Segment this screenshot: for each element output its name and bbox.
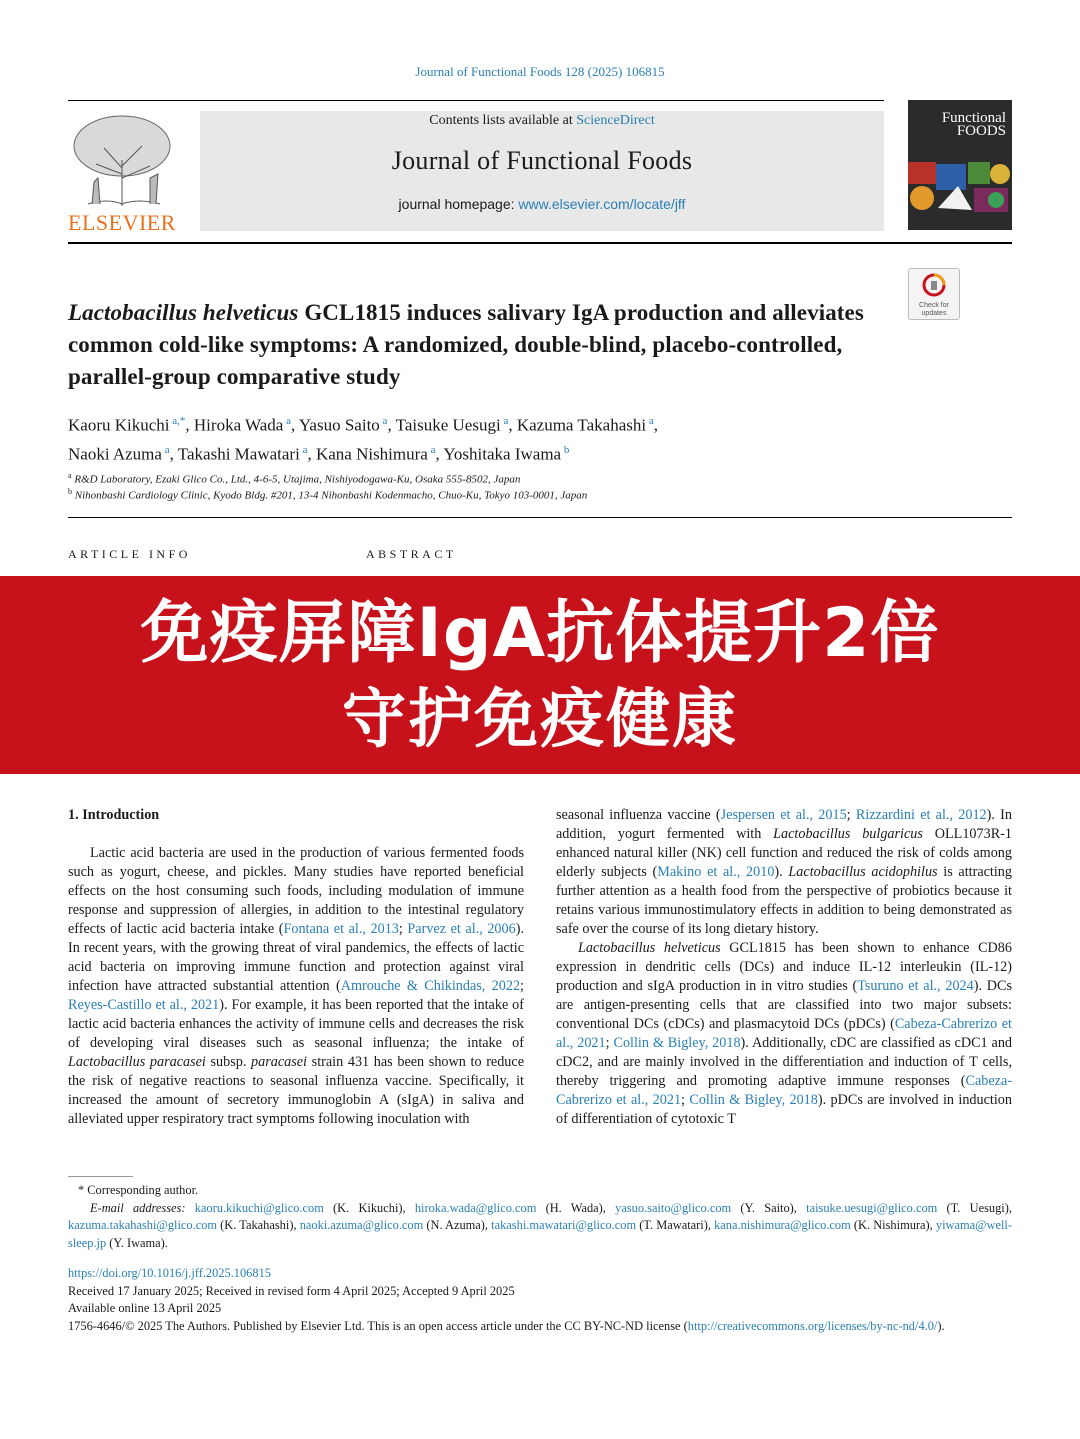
paragraph xyxy=(556,939,1012,1129)
text-run: strain 431 has been shown to reduce the risk of negative reactions to seasonal influenza vaccine. Specifically, it increased the amount of secretory immunoglobin A (sIgA) in saliva and alleviated upper respiratory tract symptoms following inoculation with xyxy=(68,1054,524,1127)
citation-link[interactable]: Collin & Bigley, 2018 xyxy=(613,1035,741,1051)
citation-link[interactable]: takashi.mawatari@glico.com xyxy=(491,1218,637,1232)
author-separator: , xyxy=(387,415,396,435)
affiliation-b-mark: b xyxy=(68,487,72,496)
text-run: subsp. xyxy=(205,1054,252,1070)
title-rest: GCL1815 induces salivary IgA production and alleviates common cold-like symptoms: A randomized, double-blind, placebo-controlled, parallel-group comparative study xyxy=(68,300,864,389)
publication-info xyxy=(68,1265,1012,1335)
citation-link[interactable]: hiroka.wada@glico.com xyxy=(414,1200,537,1215)
header-rule xyxy=(68,100,884,101)
cover-artwork xyxy=(908,158,1012,218)
author-list xyxy=(68,409,1012,466)
homepage-link[interactable]: www.elsevier.com/locate/jff xyxy=(518,196,686,212)
citation-link[interactable]: Rizzardini et al., 2012 xyxy=(855,807,987,823)
article-title xyxy=(68,297,888,393)
citation-link[interactable]: Makino et al., 2010 xyxy=(657,864,775,880)
title-species: Lactobacillus helveticus xyxy=(68,300,299,325)
text-run: (Y. Iwama). xyxy=(106,1235,168,1250)
text-run: ). Additionally, cDC are classified as cDC1 and cDC2, and are mainly involved in the differentiation and induction of T cells, thereby triggering and promoting adaptive immune responses ( xyxy=(556,1035,1013,1089)
journal-reference[interactable]: Journal of Functional Foods 128 (2025) 106815 xyxy=(415,64,665,79)
doi-link[interactable]: https://doi.org/10.1016/j.jff.2025.106815 xyxy=(68,1266,271,1280)
check-updates-line1: Check for xyxy=(919,302,949,309)
text-run: ; xyxy=(846,807,856,823)
cover-title xyxy=(942,112,1006,138)
email-list xyxy=(68,1201,1012,1250)
author-name[interactable]: Taisuke Uesugi xyxy=(395,415,501,435)
cover-title-line2: FOODS xyxy=(956,123,1006,139)
email-addresses xyxy=(68,1200,1012,1253)
text-run: (K. Nishimura), xyxy=(850,1218,936,1232)
section-rule xyxy=(68,517,1012,518)
abstract-label: ABSTRACT xyxy=(366,547,457,561)
author-name[interactable]: Yasuo Saito xyxy=(298,415,380,435)
check-for-updates-badge[interactable] xyxy=(908,268,960,320)
affiliation-marker[interactable]: a,* xyxy=(169,415,186,427)
affiliation-a-mark: a xyxy=(68,471,72,480)
check-updates-line2: updates xyxy=(921,310,947,317)
citation-link[interactable]: Reyes-Castillo et al., 2021 xyxy=(68,997,220,1013)
author-name[interactable]: Takashi Mawatari xyxy=(177,444,300,464)
citation-link[interactable]: Jespersen et al., 2015 xyxy=(720,807,847,823)
citation-link[interactable]: Parvez et al., 2006 xyxy=(407,921,516,937)
author-separator: , xyxy=(290,415,299,435)
author-name[interactable]: Kaoru Kikuchi xyxy=(68,415,170,435)
affiliation-marker[interactable]: a xyxy=(283,415,291,427)
crossmark-icon xyxy=(922,273,946,297)
contents-line xyxy=(200,112,884,130)
citation-link[interactable]: naoki.azuma@glico.com xyxy=(299,1218,424,1232)
author-separator: , xyxy=(508,415,517,435)
text-run: ). For example, it has been reported that the intake of lactic acid bacteria enhances the activity of immune cells and decreases the risk of developing viral diseases such as seasonal influenza; the intake of xyxy=(68,997,524,1051)
citation-link[interactable]: Tsuruno et al., 2024 xyxy=(857,978,974,994)
text-run: (N. Azuma), xyxy=(423,1218,492,1232)
journal-title: Journal of Functional Foods xyxy=(391,146,693,175)
promo-overlay-banner xyxy=(0,576,1080,774)
text-run: ; xyxy=(605,1035,614,1051)
affiliation-marker[interactable]: a xyxy=(299,443,308,456)
text-run: ). xyxy=(774,864,789,880)
author-separator: , xyxy=(307,444,316,464)
author-name[interactable]: Yoshitaka Iwama xyxy=(443,444,562,464)
italic-text: Lactobacillus paracasei xyxy=(68,1054,206,1070)
text-run: (T. Mawatari), xyxy=(636,1218,715,1232)
citation-link[interactable]: yiwama@well-sleep.jp xyxy=(68,1218,1012,1250)
citation-link[interactable]: yasuo.saito@glico.com xyxy=(615,1200,732,1215)
affiliation-a xyxy=(68,471,1012,486)
author-name[interactable]: Naoki Azuma xyxy=(68,444,162,464)
citation-link[interactable]: kaoru.kikuchi@glico.com xyxy=(194,1200,324,1215)
license-statement xyxy=(68,1318,1012,1336)
text-run: seasonal influenza vaccine ( xyxy=(556,807,721,823)
italic-text: Lactobacillus acidophilus xyxy=(788,864,938,880)
citation-link[interactable]: Amrouche & Chikindas, 2022 xyxy=(340,978,521,994)
text-run: ). In recent years, with the growing threat of viral pandemics, the effects of lactic acid bacteria on improving immune function and protection against viral infection have attracted substantial attention ( xyxy=(68,921,524,994)
contents-prefix: Contents lists available at xyxy=(429,113,577,128)
email-label: E-mail addresses: xyxy=(90,1200,186,1215)
paragraph xyxy=(556,806,1012,939)
text-run: (H. Wada), xyxy=(536,1200,616,1215)
author-separator: , xyxy=(653,415,658,435)
license-prefix: 1756-4646/© 2025 The Authors. Published by Elsevier Ltd. This is an open access article under the CC BY-NC-ND license ( xyxy=(68,1318,688,1333)
text-run: is attracting further attention as a health food from the perspective of probiotics because it retains various immunostimulatory effects in addition to being demonstrated as safe over the course of its long dietary history. xyxy=(556,864,1012,937)
text-run: Lactic acid bacteria are used in the production of various fermented foods such as yogurt, cheese, and pickles. Many studies have reported beneficial effects on the host consuming such foods, including modulation of immune response and suppression of allergies, in addition to the intestinal regulatory effects of lactic acid bacteria intake ( xyxy=(68,845,524,937)
affiliation-a-text: R&D Laboratory, Ezaki Glico Co., Ltd., 4-6-5, Utajima, Nishiyodogawa-Ku, Osaka 555-8502, Japan xyxy=(74,473,521,486)
license-link[interactable]: http://creativecommons.org/licenses/by-nc-nd/4.0/ xyxy=(687,1318,938,1333)
author-separator: , xyxy=(435,444,444,464)
homepage-line xyxy=(200,196,884,212)
affiliation-marker[interactable]: a xyxy=(379,415,388,427)
affiliation-marker[interactable]: a xyxy=(161,443,170,456)
cover-title-line1: Functional xyxy=(941,110,1006,126)
text-run: GCL1815 has been shown to enhance CD86 expression in dendritic cells (DCs) and induce IL-12 interleukin (IL-12) production and sIgA production in in vitro studies ( xyxy=(556,940,1012,994)
elsevier-wordmark: ELSEVIER xyxy=(68,210,176,235)
sciencedirect-link[interactable]: ScienceDirect xyxy=(576,113,655,128)
affiliation-marker[interactable]: b xyxy=(561,443,570,456)
text-run: ). In addition, yogurt fermented with xyxy=(556,807,1012,842)
section-heading-introduction: 1. Introduction xyxy=(68,807,160,823)
text-run: (K. Kikuchi), xyxy=(323,1200,415,1215)
footnote xyxy=(68,1182,1012,1252)
affiliation-b-text: Nihonbashi Cardiology Clinic, Kyodo Bldg. #201, 13-4 Nihonbashi Kodenmacho, Chuo-Ku, Tokyo 103-0001, Japan xyxy=(74,489,588,502)
citation-link[interactable]: kazuma.takahashi@glico.com xyxy=(68,1218,218,1232)
received-dates: Received 17 January 2025; Received in revised form 4 April 2025; Accepted 9 April 2025 xyxy=(68,1283,515,1298)
affiliation-marker[interactable]: a xyxy=(500,415,509,427)
journal-banner xyxy=(200,111,884,231)
author-separator: , xyxy=(185,415,194,435)
citation-link[interactable]: Cabeza-Cabrerizo et al., 2021 xyxy=(556,1016,1012,1051)
citation-link[interactable]: Collin & Bigley, 2018 xyxy=(689,1092,818,1108)
citation-link[interactable]: kana.nishimura@glico.com xyxy=(714,1218,851,1232)
affiliation-marker[interactable]: a xyxy=(646,415,654,427)
italic-text: Lactobacillus bulgaricus xyxy=(773,826,923,842)
license-suffix: ). xyxy=(937,1318,945,1333)
check-updates-text xyxy=(909,302,959,318)
author-name[interactable]: Kazuma Takahashi xyxy=(516,415,647,435)
overlay-line-1: 免疫屏障IgA抗体提升2倍 xyxy=(140,594,940,673)
author-separator: , xyxy=(169,444,178,464)
citation-link[interactable]: Cabeza-Cabrerizo et al., 2021 xyxy=(556,1073,1012,1108)
text-run: ). pDCs are involved in induction of differentiation of cytotoxic T xyxy=(556,1092,1012,1127)
homepage-prefix: journal homepage: xyxy=(398,196,519,212)
text-run: OLL1073R-1 enhanced natural killer (NK) cell function and reduced the risk of colds among elderly subjects ( xyxy=(556,826,1012,880)
body-column-right xyxy=(556,806,1012,1129)
text-run: (K. Takahashi), xyxy=(217,1218,300,1232)
footnote-rule xyxy=(68,1176,133,1177)
text-run xyxy=(186,1201,195,1215)
overlay-line-2: 守护免疫健康 xyxy=(342,683,738,757)
italic-text: Lactobacillus helveticus xyxy=(578,940,721,956)
text-run: ; xyxy=(398,921,408,937)
author-name[interactable]: Hiroka Wada xyxy=(193,415,284,435)
text-run: ; xyxy=(681,1092,690,1108)
article-info-label: ARTICLE INFO xyxy=(68,547,191,561)
affiliation-marker[interactable]: a xyxy=(427,443,436,456)
italic-text: paracasei xyxy=(251,1054,308,1070)
text-run: (T. Uesugi), xyxy=(937,1200,1012,1215)
affiliation-b xyxy=(68,487,1012,502)
available-online: Available online 13 April 2025 xyxy=(68,1301,222,1315)
journal-cover-image xyxy=(908,100,1012,230)
paragraph xyxy=(68,844,524,1129)
text-run: (Y. Saito), xyxy=(731,1200,807,1215)
text-run: ). DCs are antigen-presenting cells that are classified into two major subsets: conventional DCs (cDCs) and plasmacytoid DCs (pDCs) ( xyxy=(556,978,1012,1032)
citation-link[interactable]: Fontana et al., 2013 xyxy=(283,921,399,937)
corresponding-author-note: * Corresponding author. xyxy=(78,1183,199,1197)
body-column-left xyxy=(68,806,524,1129)
text-run: ; xyxy=(520,978,524,994)
author-name[interactable]: Kana Nishimura xyxy=(315,444,428,464)
header-thick-rule xyxy=(68,242,1012,244)
citation-link[interactable]: taisuke.uesugi@glico.com xyxy=(806,1200,938,1215)
